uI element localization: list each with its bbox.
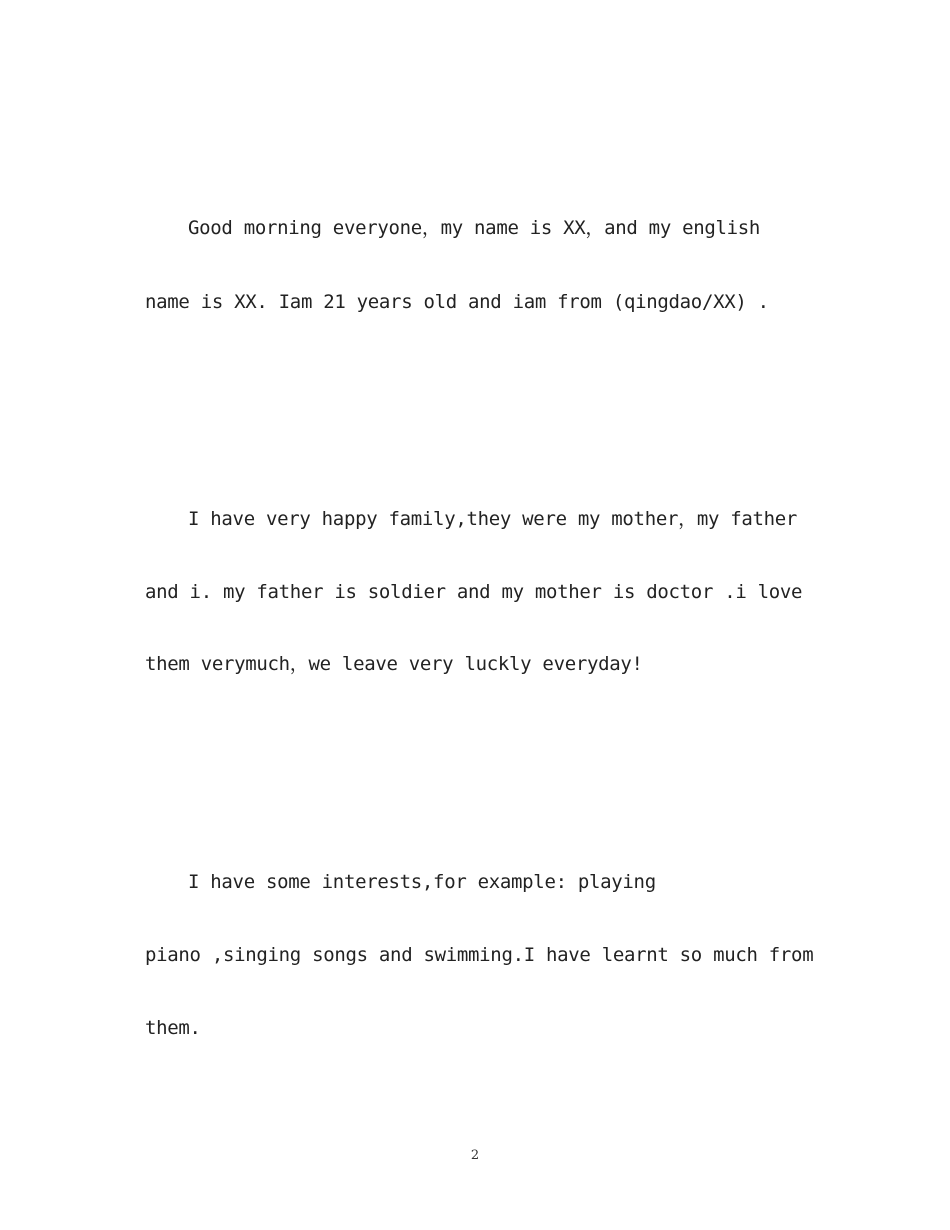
paragraph-line: them. (145, 1017, 201, 1039)
paragraph-line: and i. my father is soldier and my mother is doctor .i love (145, 581, 803, 603)
paragraph-line: I have some interests,for example: playing (188, 871, 656, 893)
paragraph-line: piano ,singing songs and swimming.I have learnt so much from (145, 944, 814, 966)
paragraph-line: name is XX. Iam 21 years old and iam from (qingdao/XX) . (145, 291, 769, 313)
page-number: 2 (470, 1148, 480, 1163)
paragraph-line: I have very happy family,they were my mother，my father (188, 508, 798, 530)
paragraph-line: Good morning everyone，my name is XX，and my english (188, 217, 761, 239)
paragraph-line: them verymuch，we leave very luckly everyday! (145, 653, 643, 675)
